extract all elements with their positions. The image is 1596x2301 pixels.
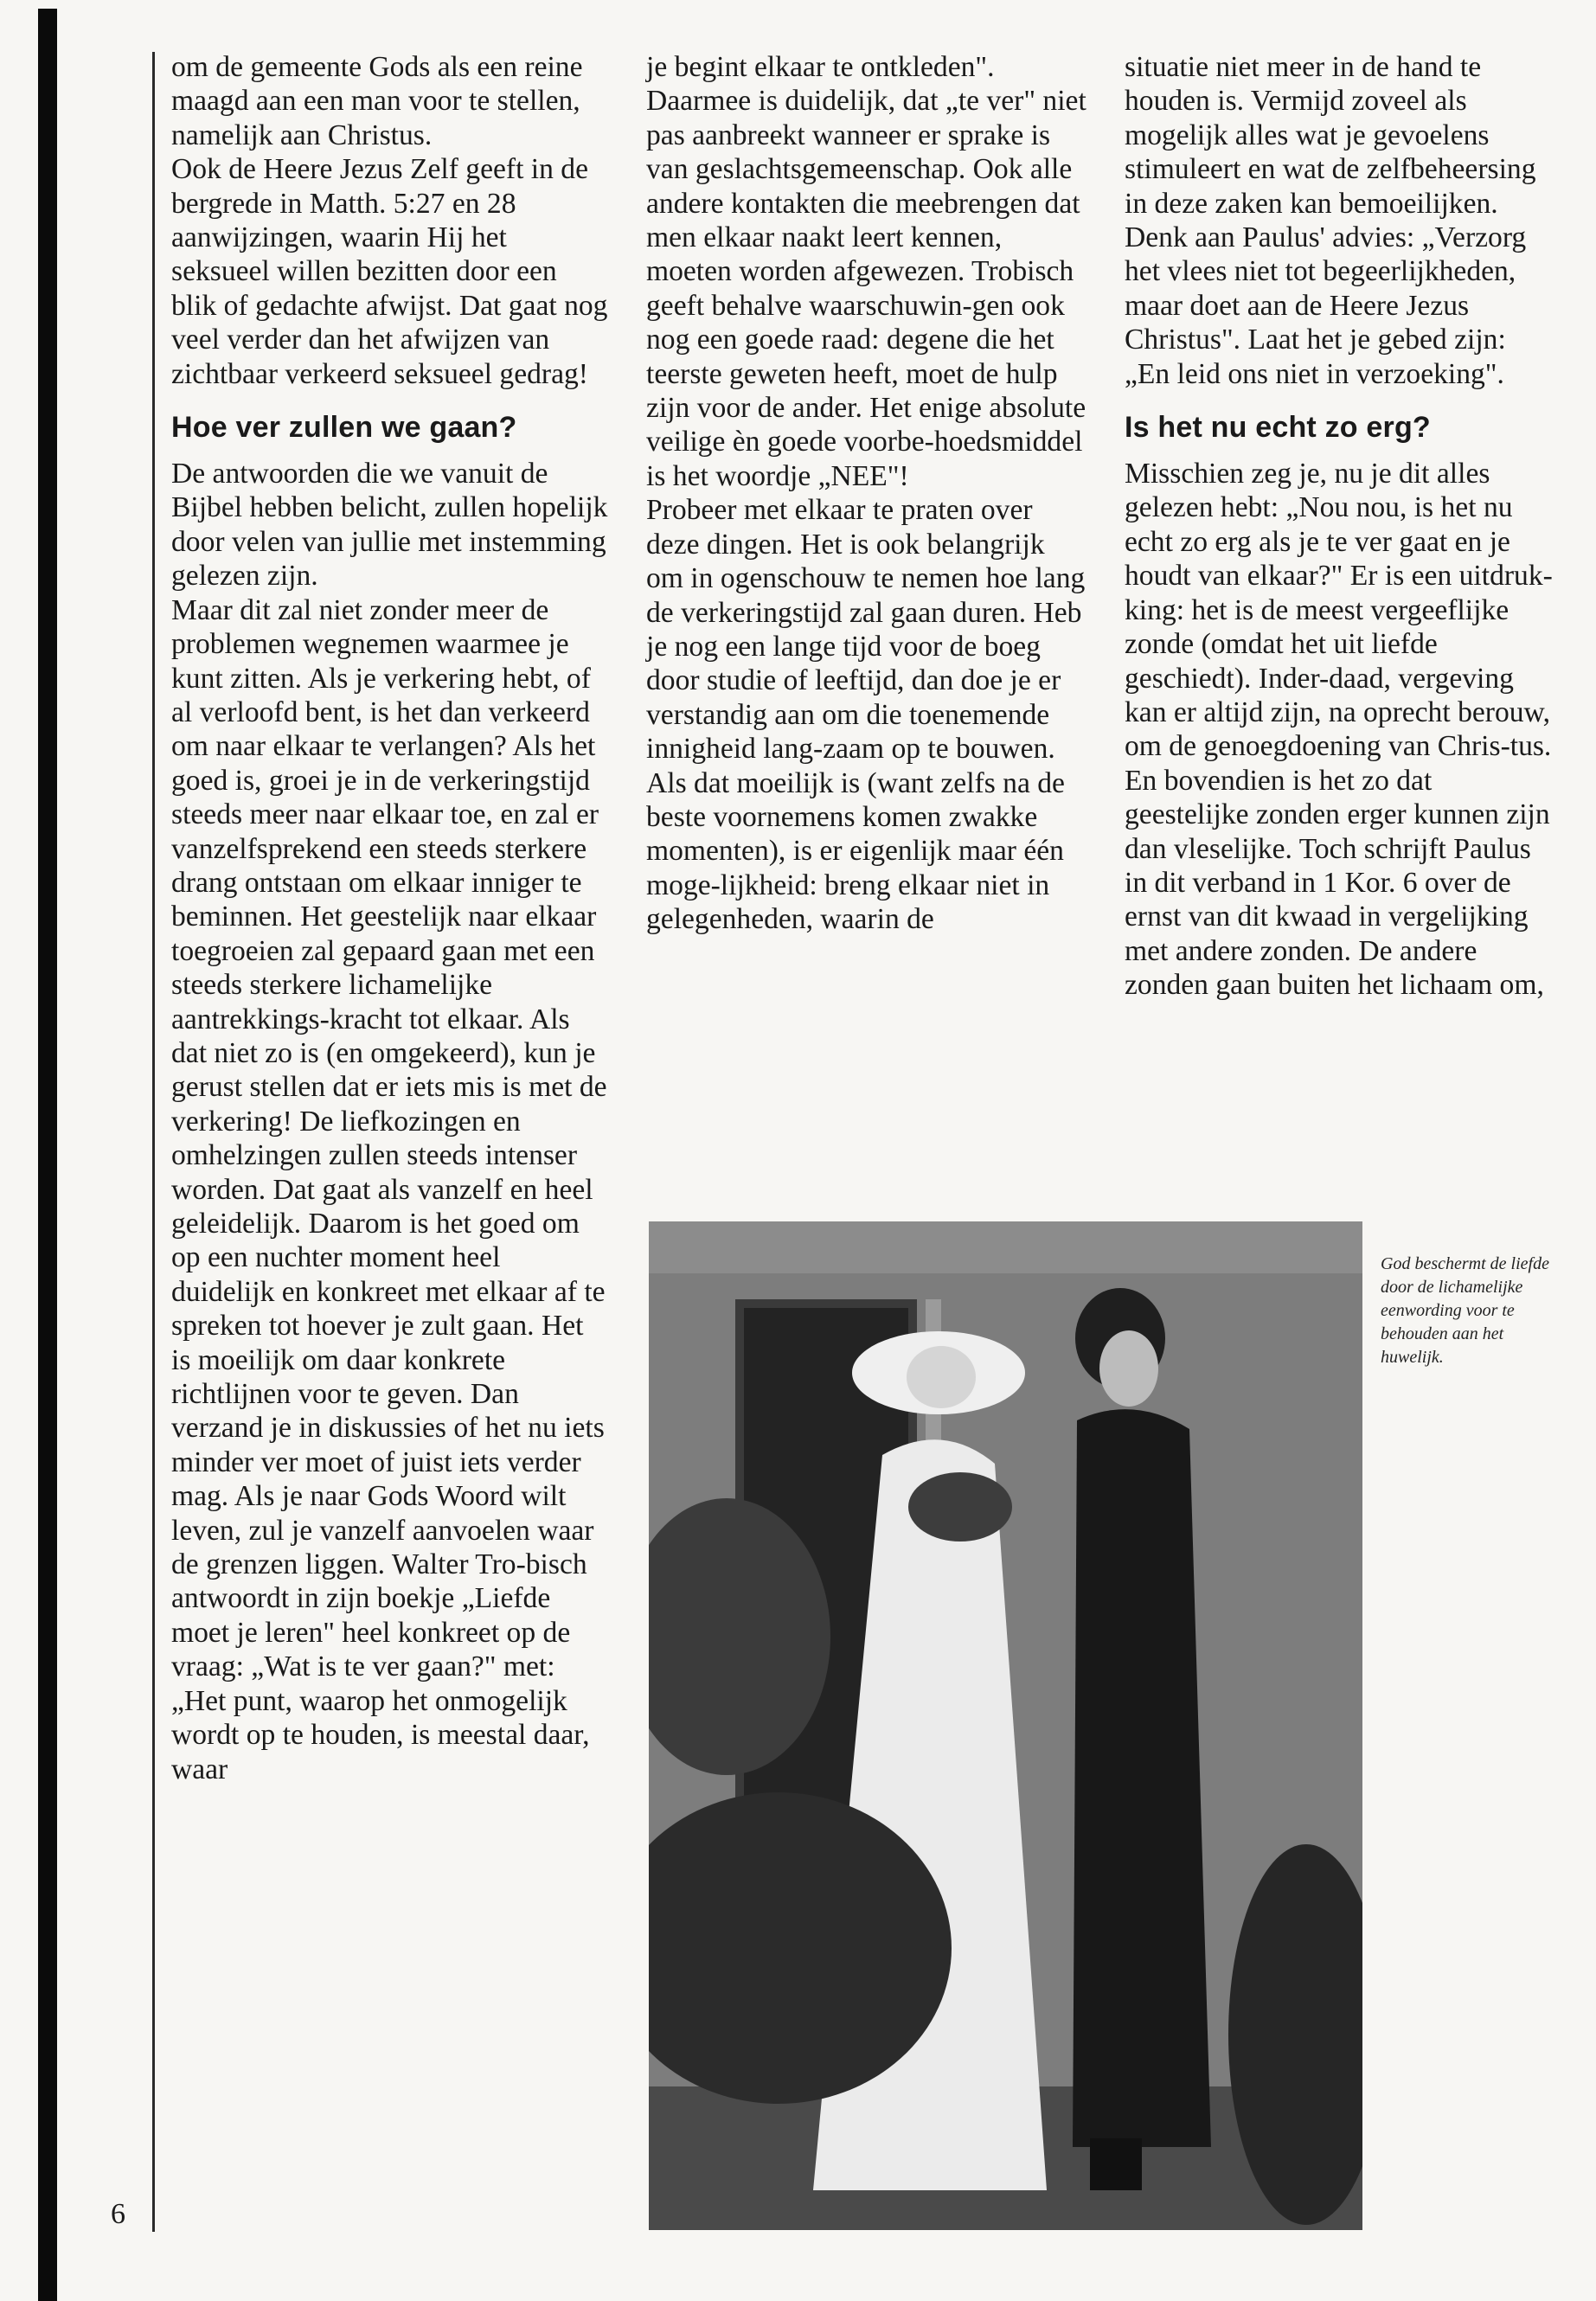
section-heading: Is het nu echt zo erg? (1125, 411, 1431, 445)
column-rule (152, 52, 155, 2232)
photo-caption: God beschermt de liefde door de lichamelijke eenwording voor te behouden aan het huwelijk. (1381, 1254, 1549, 1367)
wedding-couple-illustration (649, 1221, 1362, 2230)
paragraph: Probeer met elkaar te praten over deze dingen. Het is ook belangrijk om in ogenschouw te nemen hoe lang de verkeringstijd zal gaan duren. Heb je nog een lange tijd voor de boeg door studie of leeftijd, dan doe je er verstandig aan om die toenemende innigheid lang-zaam op te bouwen. Als dat moeilijk is (want zelfs na de beste voornemens komen zwakke momenten), is er eigenlijk maar één moge-lijkheid: breng elkaar niet in gelegenheden, waarin de (646, 494, 1086, 936)
paragraph: om de gemeente Gods als een reine maagd aan een man voor te stellen, namelijk aan Christus. (171, 51, 583, 151)
section-heading: Hoe ver zullen we gaan? (171, 411, 517, 445)
paragraph: situatie niet meer in de hand te houden is. Vermijd zoveel als mogelijk alles wat je gevoelens stimuleert en wat de zelfbeheersing in deze zaken kan bemoeilijken. Denk aan Paulus' advies: „Verzorg het vlees niet tot begeerlijkheden, maar doet aan de Heere Jezus Christus". Laat het je gebed zijn: „En leid ons niet in verzoeking". (1125, 51, 1536, 390)
paragraph: Ook de Heere Jezus Zelf geeft in de bergrede in Matth. 5:27 en 28 aanwijzingen, waarin Hij het seksueel willen bezitten door een blik of gedachte afwijst. Dat gaat nog veel verder dan het afwijzen van zichtbaar verkeerd seksueel gedrag! (171, 153, 608, 390)
paragraph: Maar dit zal niet zonder meer de problemen wegnemen waarmee je kunt zitten. Als je verkering hebt, of al verloofd bent, is het dan verkeerd om naar elkaar te verlangen? Als het goed is, groei je in de verkeringstijd steeds meer naar elkaar toe, en zal er vanzelfsprekend een steeds sterkere drang ontstaan om elkaar inniger te beminnen. Het geestelijk naar elkaar toegroeien zal gepaard gaan met een steeds sterkere lichamelijke aantrekkings-kracht tot elkaar. Als dat niet zo is (en omgekeerd), kun je gerust stellen dat er iets mis is met de verkering! De liefkozingen en omhelzingen zullen steeds intenser worden. Dat gaat als vanzelf en heel geleidelijk. Daarom is het goed om op een nuchter moment heel duidelijk en konkreet met elkaar af te spreken tot hoever je zult gaan. Het is moeilijk om daar konkrete richtlijnen voor te geven. Dan verzand je in diskussies of het nu iets minder ver moet of juist iets verder mag. Als je naar Gods Woord wilt leven, zul je vanzelf aanvoelen waar de grenzen liggen. Walter Tro-bisch antwoordt in zijn boekje „Liefde moet je leren" heel konkreet op de vraag: „Wat is te ver gaan?" met: „Het punt, waarop het onmogelijk wordt op te houden, is meestal daar, waar (171, 593, 607, 1785)
text-column-3 (1125, 50, 1557, 1003)
page-edge-bar (38, 9, 57, 2301)
paragraph: Misschien zeg je, nu je dit alles gelezen hebt: „Nou nou, is het nu echt zo erg als je te ver gaat en je houdt van elkaar?" Er is een uitdruk-king: het is de meest vergeeflijke zonde (omdat het uit liefde geschiedt). Inder-daad, vergeving kan er altijd zijn, na oprecht berouw, om de genoegdoening van Chris-tus. En bovendien is het zo dat geestelijke zonden erger kunnen zijn dan vleselijke. Toch schrijft Paulus in dit verband in 1 Kor. 6 over de ernst van dit kwaad in vergelijking met andere zonden. De andere zonden gaan buiten het lichaam om, (1125, 458, 1553, 1002)
text-column-2 (646, 50, 1087, 937)
text-column-1 (171, 50, 608, 1786)
paragraph: je begint elkaar te ontkleden". Daarmee is duidelijk, dat „te ver" niet pas aanbreekt wanneer er sprake is van geslachtsgemeenschap. Ook alle andere kontakten die meebrengen dat men elkaar naakt leert kennen, moeten worden afgewezen. Trobisch geeft behalve waarschuwin-gen ook nog een goede raad: degene die het teerste geweten heeft, moet de hulp zijn voor de ander. Het enige absolute veilige èn goede voorbe-hoedsmiddel is het woordje „NEE"! (646, 51, 1086, 492)
paragraph: De antwoorden die we vanuit de Bijbel hebben belicht, zullen hopelijk door velen van jullie met instemming gelezen zijn. (171, 458, 608, 593)
wedding-photo (649, 1221, 1362, 2230)
page-number: 6 (111, 2198, 125, 2230)
